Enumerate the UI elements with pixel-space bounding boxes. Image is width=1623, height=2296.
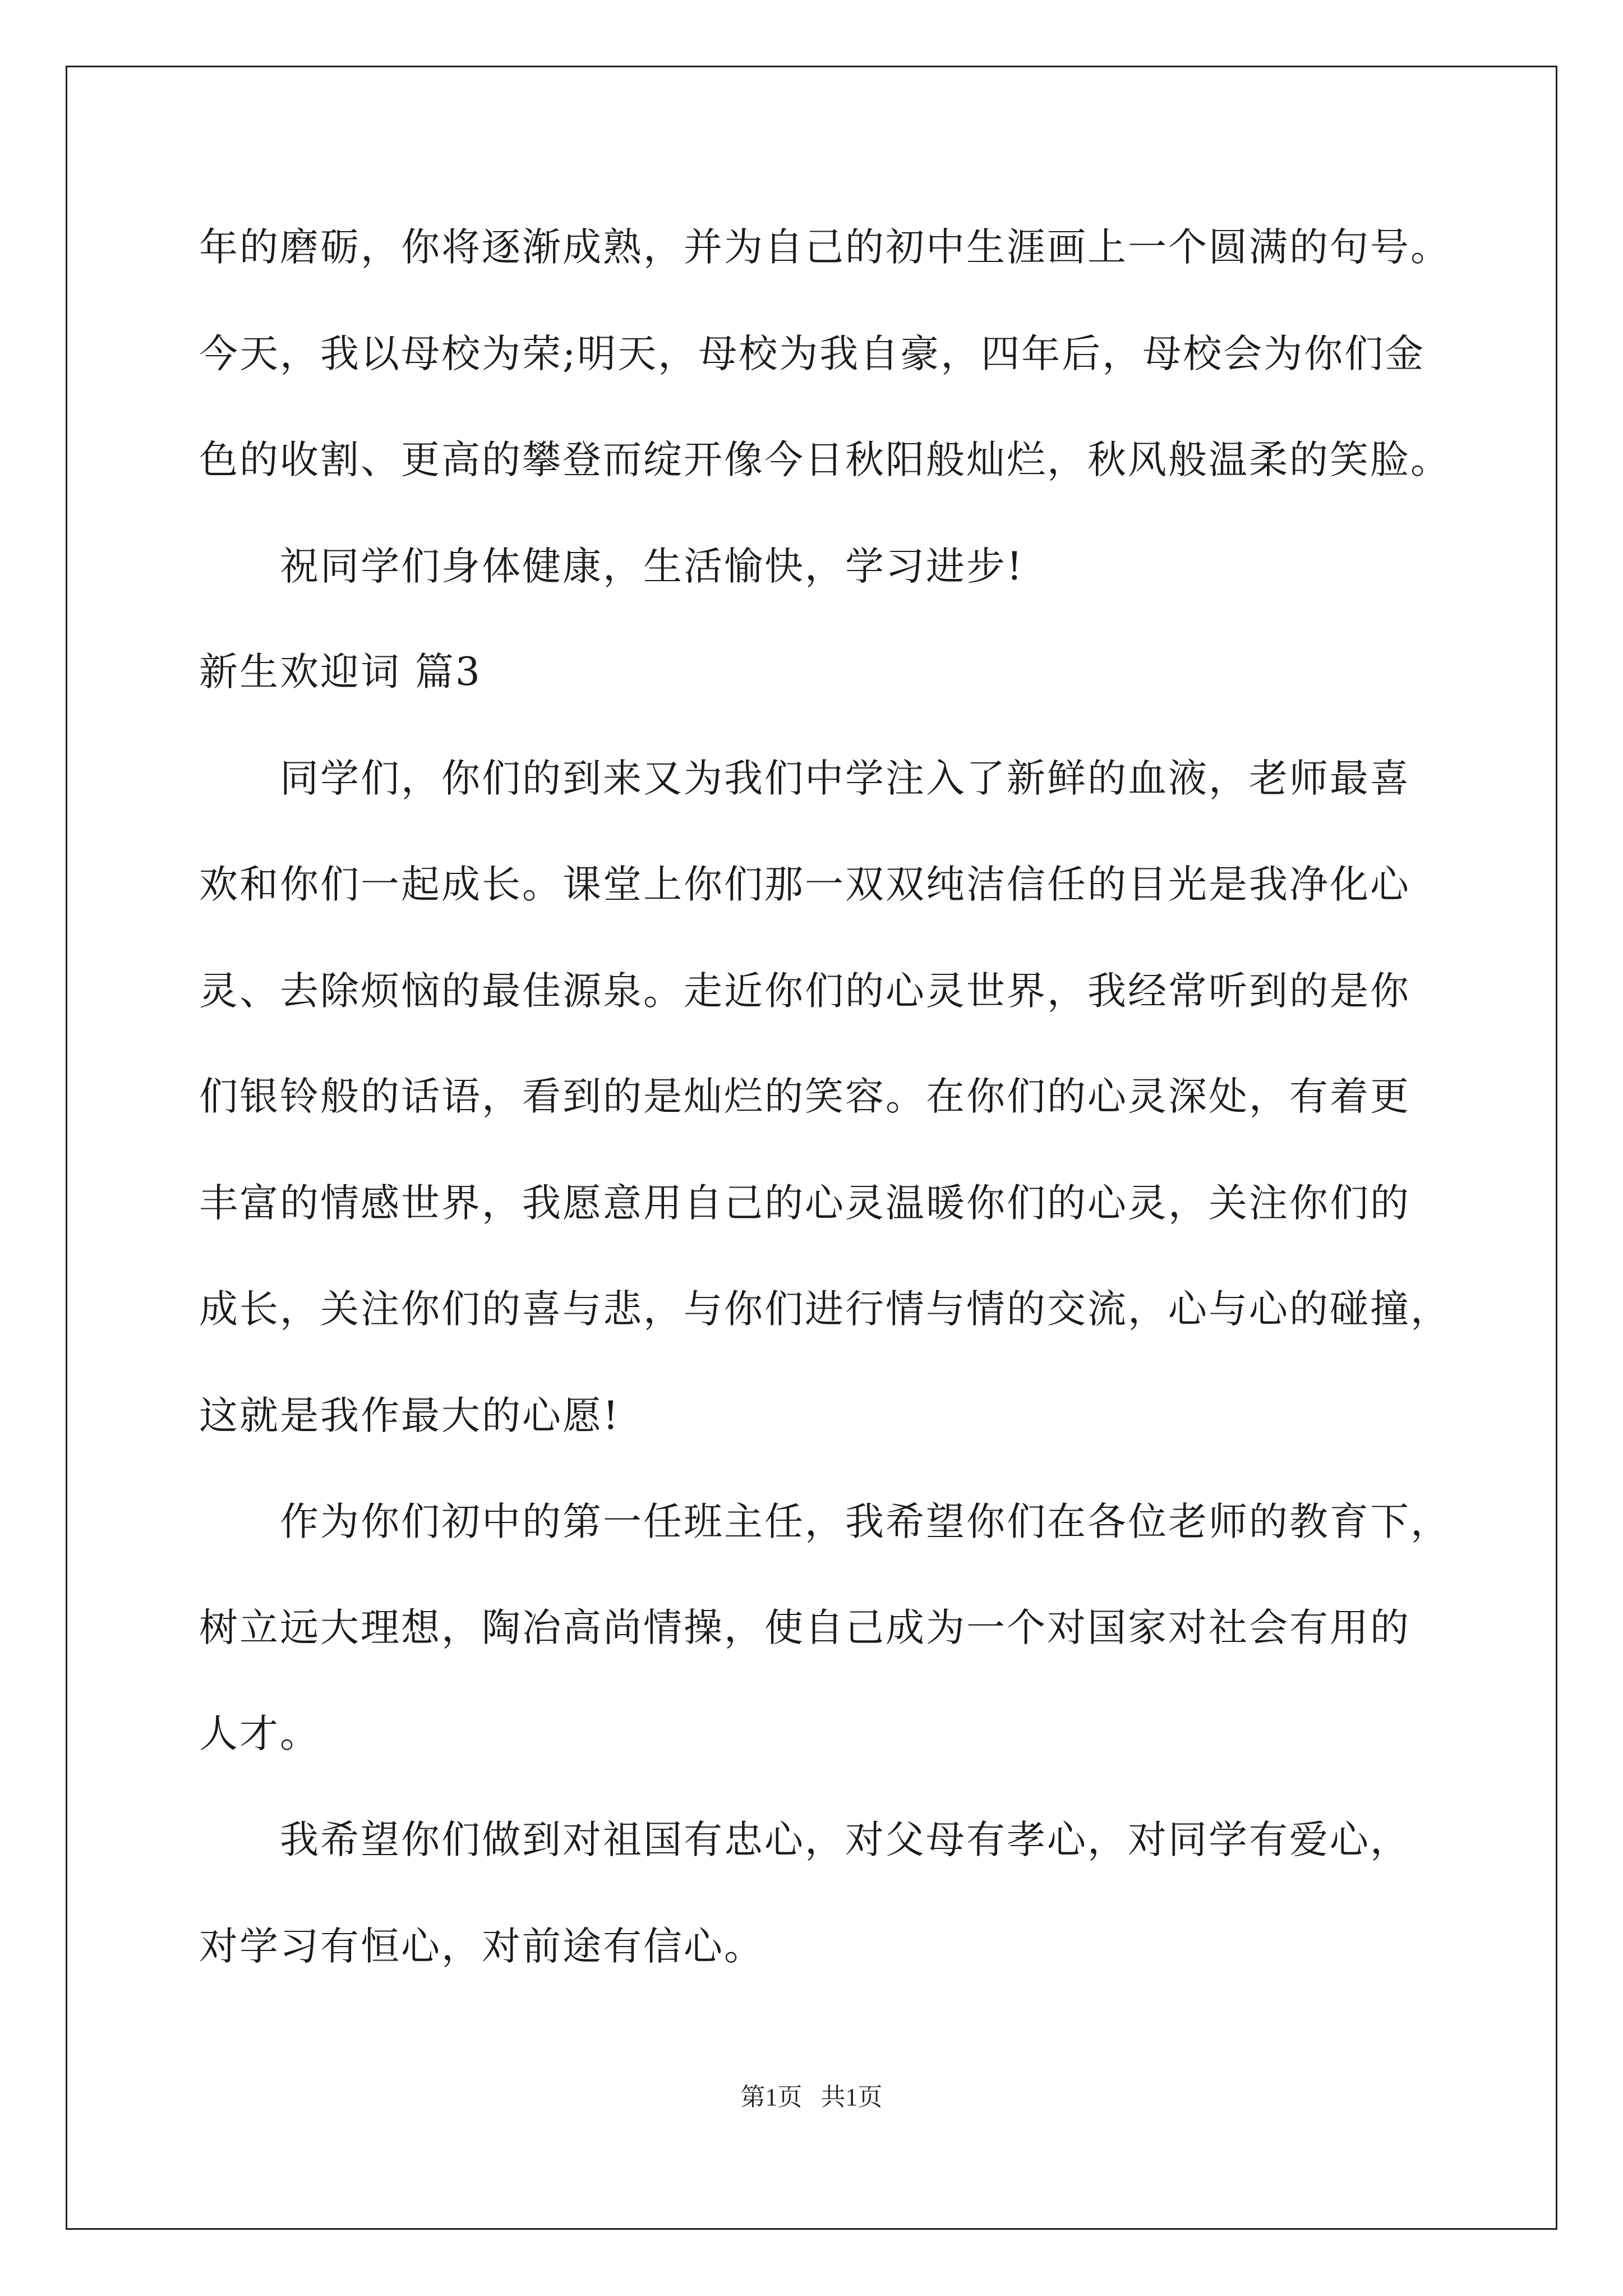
text-line: 年的磨砺，你将逐渐成熟，并为自己的初中生涯画上一个圆满的句号。	[199, 225, 1451, 270]
text-line: 这就是我作最大的心愿!	[199, 1393, 620, 1438]
text-line: 祝同学们身体健康，生活愉快，学习进步!	[199, 544, 1024, 589]
page-footer: 第1页 共1页	[740, 2083, 883, 2111]
text-line: 欢和你们一起成长。课堂上你们那一双双纯洁信任的目光是我净化心	[199, 862, 1410, 907]
text-line: 们银铃般的话语，看到的是灿烂的笑容。在你们的心灵深处，有着更	[199, 1074, 1410, 1119]
text-line: 人才。	[199, 1711, 320, 1756]
page-border	[66, 66, 1557, 2230]
section-heading: 新生欢迎词 篇3	[199, 650, 482, 694]
text-line: 对学习有恒心，对前途有信心。	[199, 1924, 764, 1969]
text-line: 同学们，你们的到来又为我们中学注入了新鲜的血液，老师最喜	[199, 756, 1410, 801]
text-line: 树立远大理想，陶冶高尚情操，使自己成为一个对国家对社会有用的	[199, 1605, 1410, 1650]
text-line: 丰富的情感世界，我愿意用自己的心灵温暖你们的心灵，关注你们的	[199, 1181, 1410, 1226]
text-line: 今天，我以母校为荣;明天，母校为我自豪，四年后，母校会为你们金	[199, 332, 1426, 376]
text-line: 我希望你们做到对祖国有忠心，对父母有孝心，对同学有爱心，	[199, 1818, 1410, 1862]
text-line: 成长，关注你们的喜与悲，与你们进行情与情的交流，心与心的碰撞，	[199, 1287, 1451, 1332]
text-line: 灵、去除烦恼的最佳源泉。走近你们的心灵世界，我经常听到的是你	[199, 969, 1410, 1014]
text-line: 色的收割、更高的攀登而绽开像今日秋阳般灿烂，秋风般温柔的笑脸。	[199, 438, 1451, 482]
text-line: 作为你们初中的第一任班主任，我希望你们在各位老师的教育下，	[199, 1499, 1451, 1544]
